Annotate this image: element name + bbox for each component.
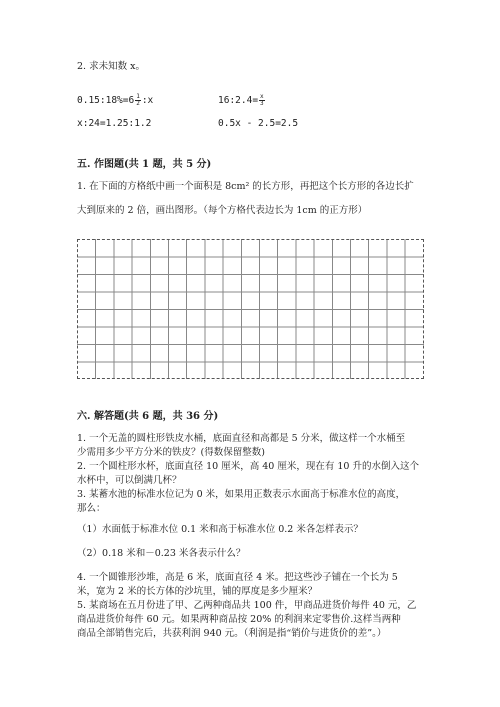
section-5-q1-line2: 大到原来的 2 倍，画出图形。（每个方格代表边长为 1cm 的正方形） [77,205,368,216]
section-5-title: 五. 作图题(共 1 题，共 5 分) [77,159,212,170]
section-6-q2-line2: 水杯中，可以倒满几杯？ [77,475,182,486]
equation-1-denominator: 2 [136,100,140,107]
section-6-q2-line1: 2. 一个圆柱形水杯，底面直径 10 厘米，高 40 厘米，现在有 10 升的水倒入这个 [77,461,419,472]
equation-2 [218,94,266,107]
section-5-q1-line1: 1. 在下面的方格纸中画一个面积是 8cm² 的长方形，再把这个长方形的各边长扩 [77,181,414,192]
equation-1-right: :x [141,95,154,106]
equation-2-left: 16:2.4= [218,95,259,106]
equation-1-fraction [135,94,141,107]
equation-2-numerator: x [260,93,264,100]
section-6-q5-line1: 5. 某商场在五月份进了甲、乙两种商品共 100 件，甲商品进货价每件 40 元，乙 [77,600,417,611]
solve-heading: 2. 求未知数 x。 [77,61,145,72]
equation-3: x:24=1.25:1.2 [77,118,152,129]
equation-1 [77,94,153,107]
section-6-q1-line1: 1. 一个无盖的圆柱形铁皮水桶，底面直径和高都是 5 分米，做这样一个水桶至 [77,433,406,444]
section-6-q3-line2: 那么： [77,503,106,514]
equation-2-fraction [259,94,265,107]
section-6-q4-line2: 米，宽为 2 米的长方体的沙坑里，铺的厚度是多少厘米？ [77,586,318,597]
section-6-q5-line3: 商品全部销售完后，共获利润 940 元。（利润是指“销价与进货价的差”。） [77,628,387,639]
section-6-q3-line1: 3. 某蓄水池的标准水位记为 0 米，如果用正数表示水面高于标准水位的高度， [77,489,406,500]
equation-1-numerator: 1 [136,93,140,100]
section-6-q5-line2: 商品进货价每件 60 元。如果两种商品按 20% 的利润来定零售价.这样当两种 [77,614,401,625]
section-6-q3-sub1: （1）水面低于标准水位 0.1 米和高于标准水位 0.2 米各怎样表示？ [77,524,363,535]
equation-4: 0.5x - 2.5=2.5 [218,118,299,129]
equation-2-denominator: 3 [260,100,264,107]
equation-1-left: 0.15:18%=6 [77,95,135,106]
section-6-q1-line2: 少需用多少平方分米的铁皮？(得数保留整数) [77,447,265,458]
section-6-q3-sub2: （2）0.18 米和－0.23 米各表示什么？ [77,548,246,559]
section-6-title: 六. 解答题(共 6 题，共 36 分) [77,411,219,422]
section-6-q4-line1: 4. 一个圆锥形沙堆，高是 6 米，底面直径 4 米。把这些沙子铺在一个长为 5 [77,572,398,583]
graph-paper-grid [77,239,424,379]
